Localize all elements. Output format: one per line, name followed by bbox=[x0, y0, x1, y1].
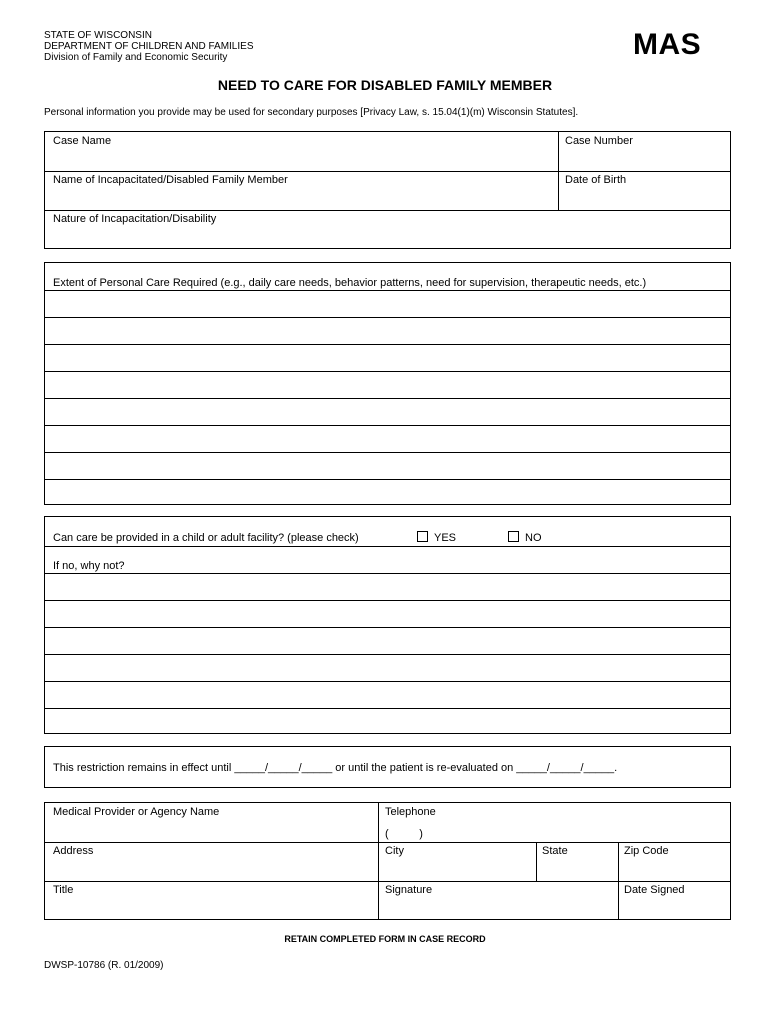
no-checkbox[interactable] bbox=[508, 531, 519, 542]
case-info-box bbox=[44, 131, 731, 249]
no-label: NO bbox=[525, 532, 542, 544]
writing-line bbox=[45, 290, 730, 291]
writing-line bbox=[45, 344, 730, 345]
zip-code-field[interactable]: Zip Code bbox=[624, 845, 669, 857]
title-field[interactable]: Title bbox=[53, 884, 74, 896]
yes-option[interactable] bbox=[417, 531, 456, 545]
retain-notice: RETAIN COMPLETED FORM IN CASE RECORD bbox=[284, 934, 486, 944]
divider bbox=[536, 842, 537, 881]
divider bbox=[45, 210, 730, 211]
yes-label: YES bbox=[434, 532, 457, 544]
restriction-box[interactable] bbox=[44, 746, 731, 788]
writing-line bbox=[45, 600, 730, 601]
privacy-notice: Personal information you provide may be used for secondary purposes [Privacy Law, s. 15.04(1)(m) Wisconsin Statutes]. bbox=[44, 107, 579, 118]
writing-line bbox=[45, 654, 730, 655]
form-code: MAS bbox=[633, 28, 702, 61]
address-field[interactable]: Address bbox=[53, 845, 94, 857]
yes-checkbox[interactable] bbox=[417, 531, 428, 542]
writing-line bbox=[45, 479, 730, 480]
divider bbox=[378, 803, 379, 919]
form-title: NEED TO CARE FOR DISABLED FAMILY MEMBER bbox=[217, 77, 553, 93]
agency-state: STATE OF WISCONSIN bbox=[44, 30, 152, 41]
writing-line bbox=[45, 627, 730, 628]
signature-field[interactable]: Signature bbox=[385, 884, 433, 896]
nature-field[interactable]: Nature of Incapacitation/Disability bbox=[53, 213, 217, 225]
writing-line bbox=[45, 398, 730, 399]
writing-line bbox=[45, 371, 730, 372]
case-name-field[interactable]: Case Name bbox=[53, 135, 112, 147]
divider bbox=[45, 171, 730, 172]
agency-division: Division of Family and Economic Security bbox=[44, 52, 228, 63]
provider-box bbox=[44, 802, 731, 920]
area-code-parens: ( ) bbox=[385, 828, 423, 840]
writing-line bbox=[45, 708, 730, 709]
divider bbox=[45, 546, 730, 547]
facility-question: Can care be provided in a child or adult facility? (please check) bbox=[53, 532, 359, 544]
why-not-label: If no, why not? bbox=[53, 560, 125, 572]
telephone-field[interactable]: Telephone bbox=[385, 806, 436, 818]
facility-box bbox=[44, 516, 731, 734]
case-number-field[interactable]: Case Number bbox=[565, 135, 633, 147]
no-option[interactable] bbox=[508, 531, 542, 545]
restriction-text: This restriction remains in effect until _____/_____/_____ or until the patient is re-evaluated on _____/_____/_____. bbox=[53, 762, 618, 774]
provider-name-field[interactable]: Medical Provider or Agency Name bbox=[53, 806, 220, 818]
extent-of-care-box[interactable] bbox=[44, 262, 731, 505]
member-name-field[interactable]: Name of Incapacitated/Disabled Family Member bbox=[53, 174, 288, 186]
date-signed-field[interactable]: Date Signed bbox=[624, 884, 685, 896]
writing-line bbox=[45, 452, 730, 453]
date-of-birth-field[interactable]: Date of Birth bbox=[565, 174, 627, 186]
agency-department: DEPARTMENT OF CHILDREN AND FAMILIES bbox=[44, 41, 254, 52]
divider bbox=[45, 881, 730, 882]
divider bbox=[45, 842, 730, 843]
writing-line bbox=[45, 425, 730, 426]
city-field[interactable]: City bbox=[385, 845, 404, 857]
state-field[interactable]: State bbox=[542, 845, 568, 857]
writing-line bbox=[45, 317, 730, 318]
extent-of-care-label: Extent of Personal Care Required (e.g., daily care needs, behavior patterns, need for supervision, therapeutic needs, etc.) bbox=[53, 277, 647, 289]
writing-line bbox=[45, 573, 730, 574]
form-number: DWSP-10786 (R. 01/2009) bbox=[44, 960, 164, 971]
writing-line bbox=[45, 681, 730, 682]
